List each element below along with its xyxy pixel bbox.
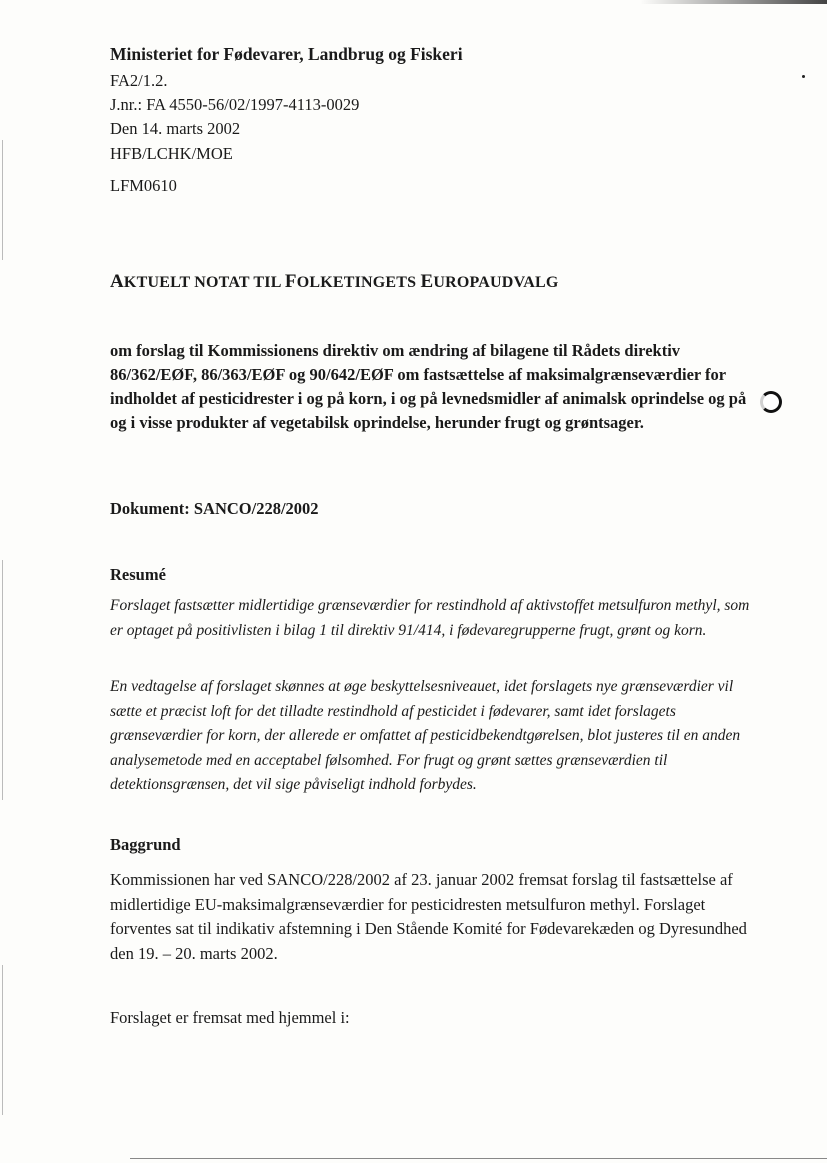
scan-edge-left (2, 560, 3, 800)
author-initials: HFB/LCHK/MOE (110, 144, 233, 163)
resume-paragraph: En vedtagelse af forslaget skønnes at øge beskyttelsesniveauet, idet forslagets nye grænseværdier vil sætte et præcist loft for det tilladte restindhold af pesticidet i fødevarer, samt idet forslagets grænseværdier for korn, der allerede er omfattet af pesticidbekendtgørelsen, blot justeres til en anden analysemetode med en acceptabel følsomhed. For frugt og grønt sættes grænseværdien til detektionsgrænsen, det vil sige påviseligt indhold forbydes. (110, 678, 741, 794)
resume-heading: Resumé (110, 565, 166, 584)
ministry-name: Ministeriet for Fødevarer, Landbrug og Fiskeri (110, 44, 463, 64)
baggrund-paragraph: Forslaget er fremsat med hjemmel i: (110, 1008, 350, 1027)
scan-edge-bottom (130, 1158, 827, 1159)
baggrund-heading: Baggrund (110, 835, 181, 854)
document-reference: Dokument: SANCO/228/2002 (110, 499, 319, 518)
punch-hole-mark (760, 391, 782, 413)
note-subject: om forslag til Kommissionens direktiv om ændring af bilagene til Rådets direktiv 86/362/EØF, 86/363/EØF og 90/642/EØF om fastsættelse af maksimalgrænseværdier for indholdet af pesticidrester i og på korn, i og på levnedsmidler af animalsk oprindelse og på og i visse produkter af vegetabilsk oprindelse, herunder frugt og grøntsager. (110, 341, 747, 432)
scan-edge-left (2, 140, 3, 260)
baggrund-paragraph: Kommissionen har ved SANCO/228/2002 af 23. januar 2002 fremsat forslag til fastsættelse af midlertidige EU-maksimalgrænseværdier for pesticidresten metsulfuron methyl. Forslaget forventes sat til indikativ afstemning i Den Stående Komité for Fødevarekæden og Dyresundhed den 19. – 20. marts 2002. (110, 870, 747, 963)
document-code: LFM0610 (110, 176, 177, 195)
scan-edge-left (2, 965, 3, 1115)
office-code: FA2/1.2. (110, 71, 168, 90)
scan-edge-top (640, 0, 827, 4)
note-title: AKTUELT NOTAT TIL FOLKETINGETS EUROPAUDVALG (110, 271, 559, 292)
resume-paragraph: Forslaget fastsætter midlertidige grænseværdier for restindhold af aktivstoffet metsulfuron methyl, som er optaget på positivlisten i bilag 1 til direktiv 91/414, i fødevaregrupperne frugt, grønt og korn. (110, 597, 750, 639)
scan-speck (802, 75, 805, 78)
journal-number: J.nr.: FA 4550-56/02/1997-4113-0029 (110, 95, 360, 114)
document-date: Den 14. marts 2002 (110, 119, 241, 138)
